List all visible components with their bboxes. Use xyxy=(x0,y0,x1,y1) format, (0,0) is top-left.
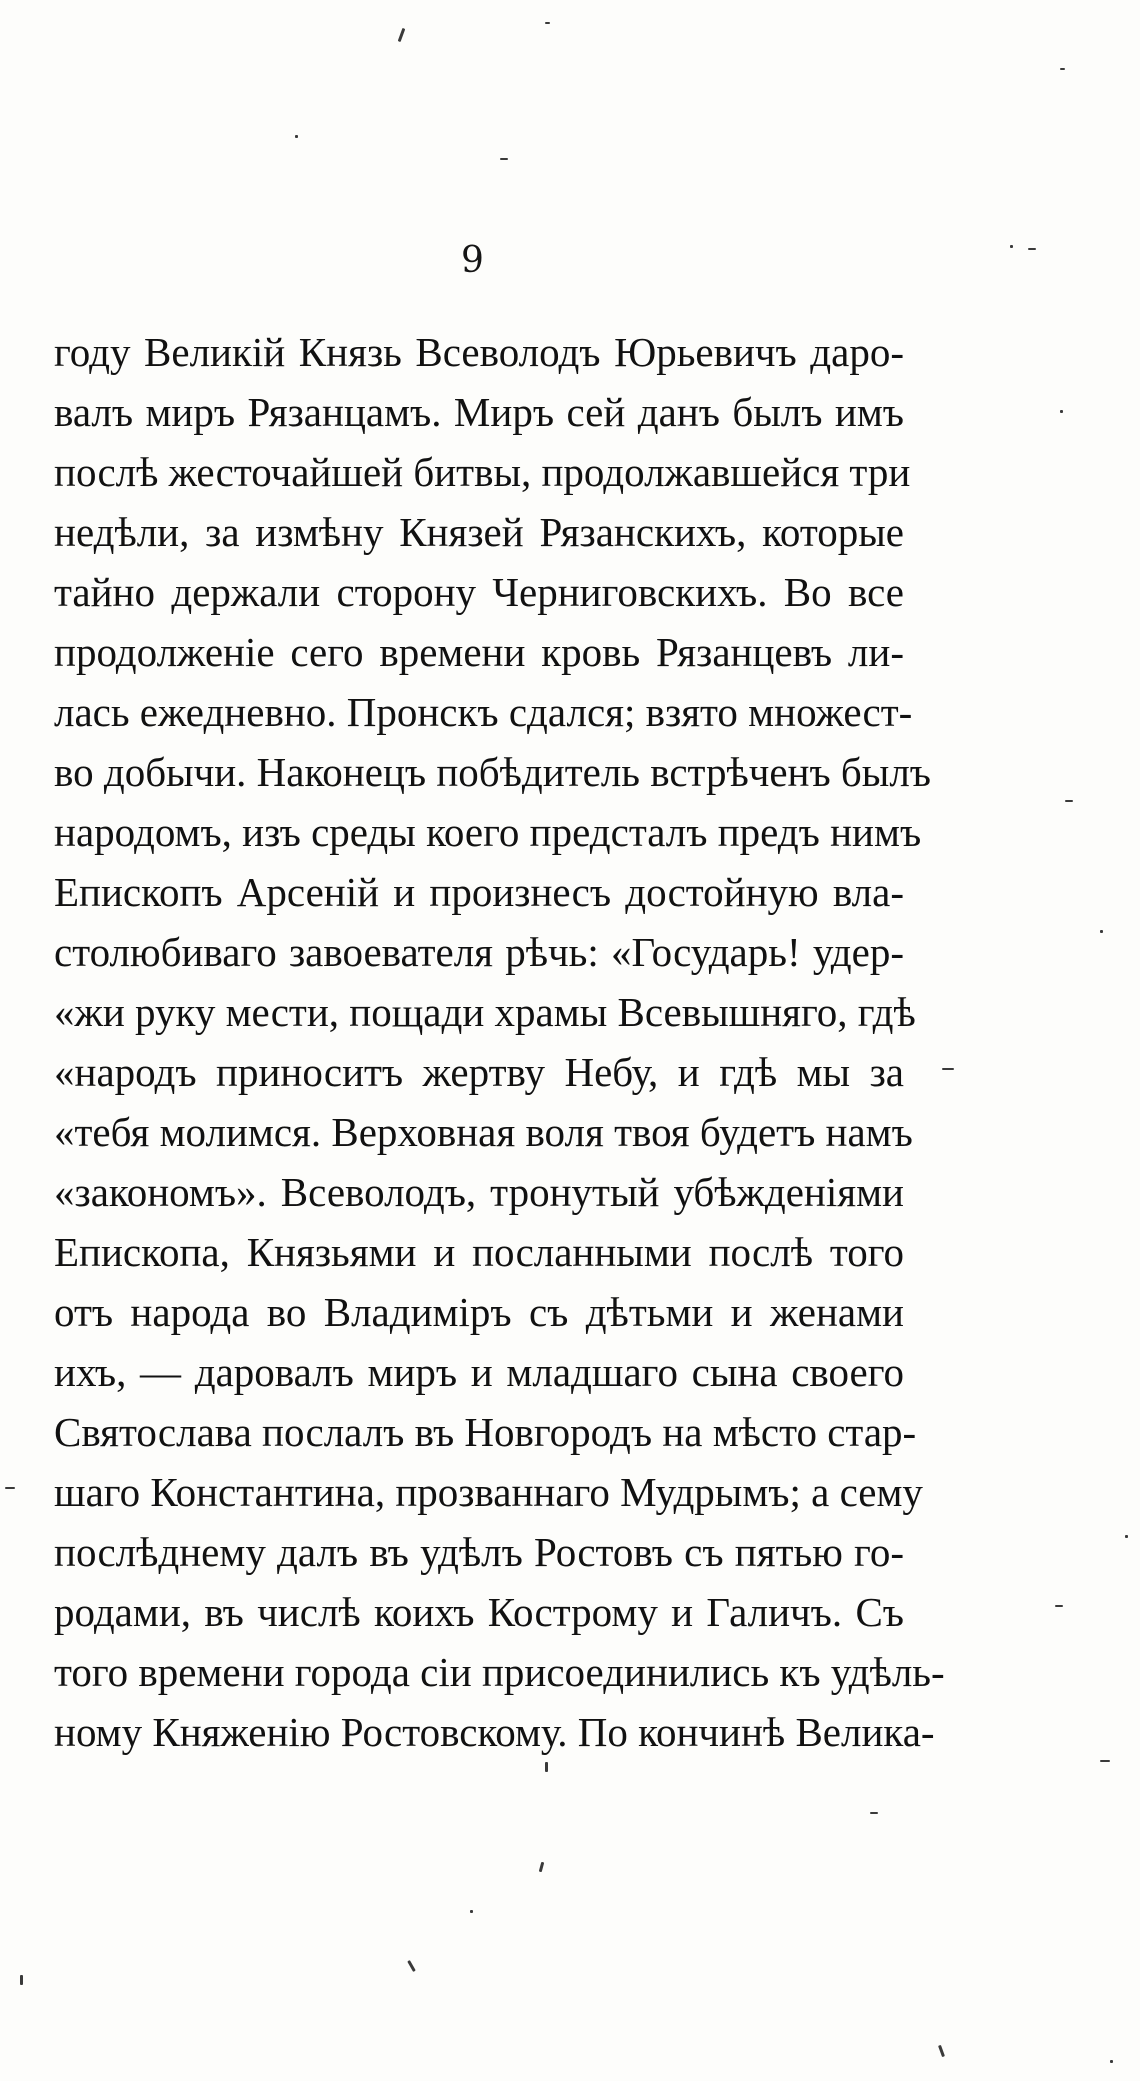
scan-speck xyxy=(20,1975,23,1985)
scan-speck xyxy=(870,1812,878,1814)
text-line: «народъ приноситъ жертву Небу, и гдѣ мы за xyxy=(54,1049,904,1095)
scan-speck xyxy=(1110,2060,1113,2063)
text-line: ному Княженію Ростовскому. По кончинѣ Велика- xyxy=(54,1709,935,1755)
text-line: году Великій Князь Всеволодъ Юрьевичъ даро- xyxy=(54,329,904,375)
scan-speck xyxy=(545,22,550,24)
scan-speck xyxy=(1125,1535,1128,1538)
text-line: продолженіе сего времени кровь Рязанцевъ ли- xyxy=(54,629,904,675)
text-line: Епископъ Арсеній и произнесъ достойную вла- xyxy=(54,869,904,915)
text-line: лась ежедневно. Пронскъ сдался; взято множест- xyxy=(54,689,913,735)
scan-speck xyxy=(545,1762,548,1772)
text-line: во добычи. Наконецъ побѣдитель встрѣченъ былъ xyxy=(54,749,931,795)
text-line: «тебя молимся. Верховная воля твоя будетъ намъ xyxy=(54,1109,913,1155)
scan-speck xyxy=(407,1960,416,1972)
text-line: послѣднему далъ въ удѣлъ Ростовъ съ пятью го- xyxy=(54,1529,904,1575)
text-line: валъ миръ Рязанцамъ. Миръ сей данъ былъ имъ xyxy=(54,389,904,435)
text-line: отъ народа во Владиміръ съ дѣтьми и женами xyxy=(54,1289,904,1335)
text-line: того времени города сіи присоединились къ удѣль- xyxy=(54,1649,945,1695)
text-line: столюбиваго завоевателя рѣчь: «Государь! удер- xyxy=(54,929,904,975)
scan-speck xyxy=(1065,800,1073,802)
body-text xyxy=(54,322,945,1762)
text-line: ихъ, — даровалъ миръ и младшаго сына своего xyxy=(54,1349,904,1395)
text-line: Святослава послалъ въ Новгородъ на мѣсто стар- xyxy=(54,1409,917,1455)
text-line: послѣ жесточайшей битвы, продолжавшейся три xyxy=(54,449,911,495)
scan-speck xyxy=(1028,248,1036,250)
scan-speck xyxy=(1100,930,1103,933)
scan-speck xyxy=(5,1487,15,1489)
scan-speck xyxy=(500,158,508,160)
scan-speck xyxy=(470,1910,473,1913)
scan-speck xyxy=(942,1068,954,1070)
text-line: народомъ, изъ среды коего предсталъ предъ нимъ xyxy=(54,809,922,855)
scan-speck xyxy=(1100,1760,1110,1762)
text-line: Епископа, Князьями и посланными послѣ того xyxy=(54,1229,904,1275)
text-line: «жи руку мести, пощади храмы Всевышняго, гдѣ xyxy=(54,989,916,1035)
text-line: тайно держали сторону Черниговскихъ. Во все xyxy=(54,569,904,615)
scan-speck xyxy=(938,2045,945,2057)
scan-speck xyxy=(295,135,298,138)
scan-speck xyxy=(1010,245,1013,248)
scan-speck xyxy=(539,1862,544,1872)
page-number: 9 xyxy=(461,240,484,281)
text-line: недѣли, за измѣну Князей Рязанскихъ, которые xyxy=(54,509,904,555)
scan-speck xyxy=(1060,68,1065,70)
scan-speck xyxy=(1060,410,1063,413)
text-line: родами, въ числѣ коихъ Кострому и Галичъ. Съ xyxy=(54,1589,904,1635)
text-line: «закономъ». Всеволодъ, тронутый убѣжденіями xyxy=(54,1169,904,1215)
scan-speck xyxy=(1055,1605,1063,1607)
text-line: шаго Константина, прозваннаго Мудрымъ; а сему xyxy=(54,1469,923,1515)
scan-speck xyxy=(398,28,406,42)
